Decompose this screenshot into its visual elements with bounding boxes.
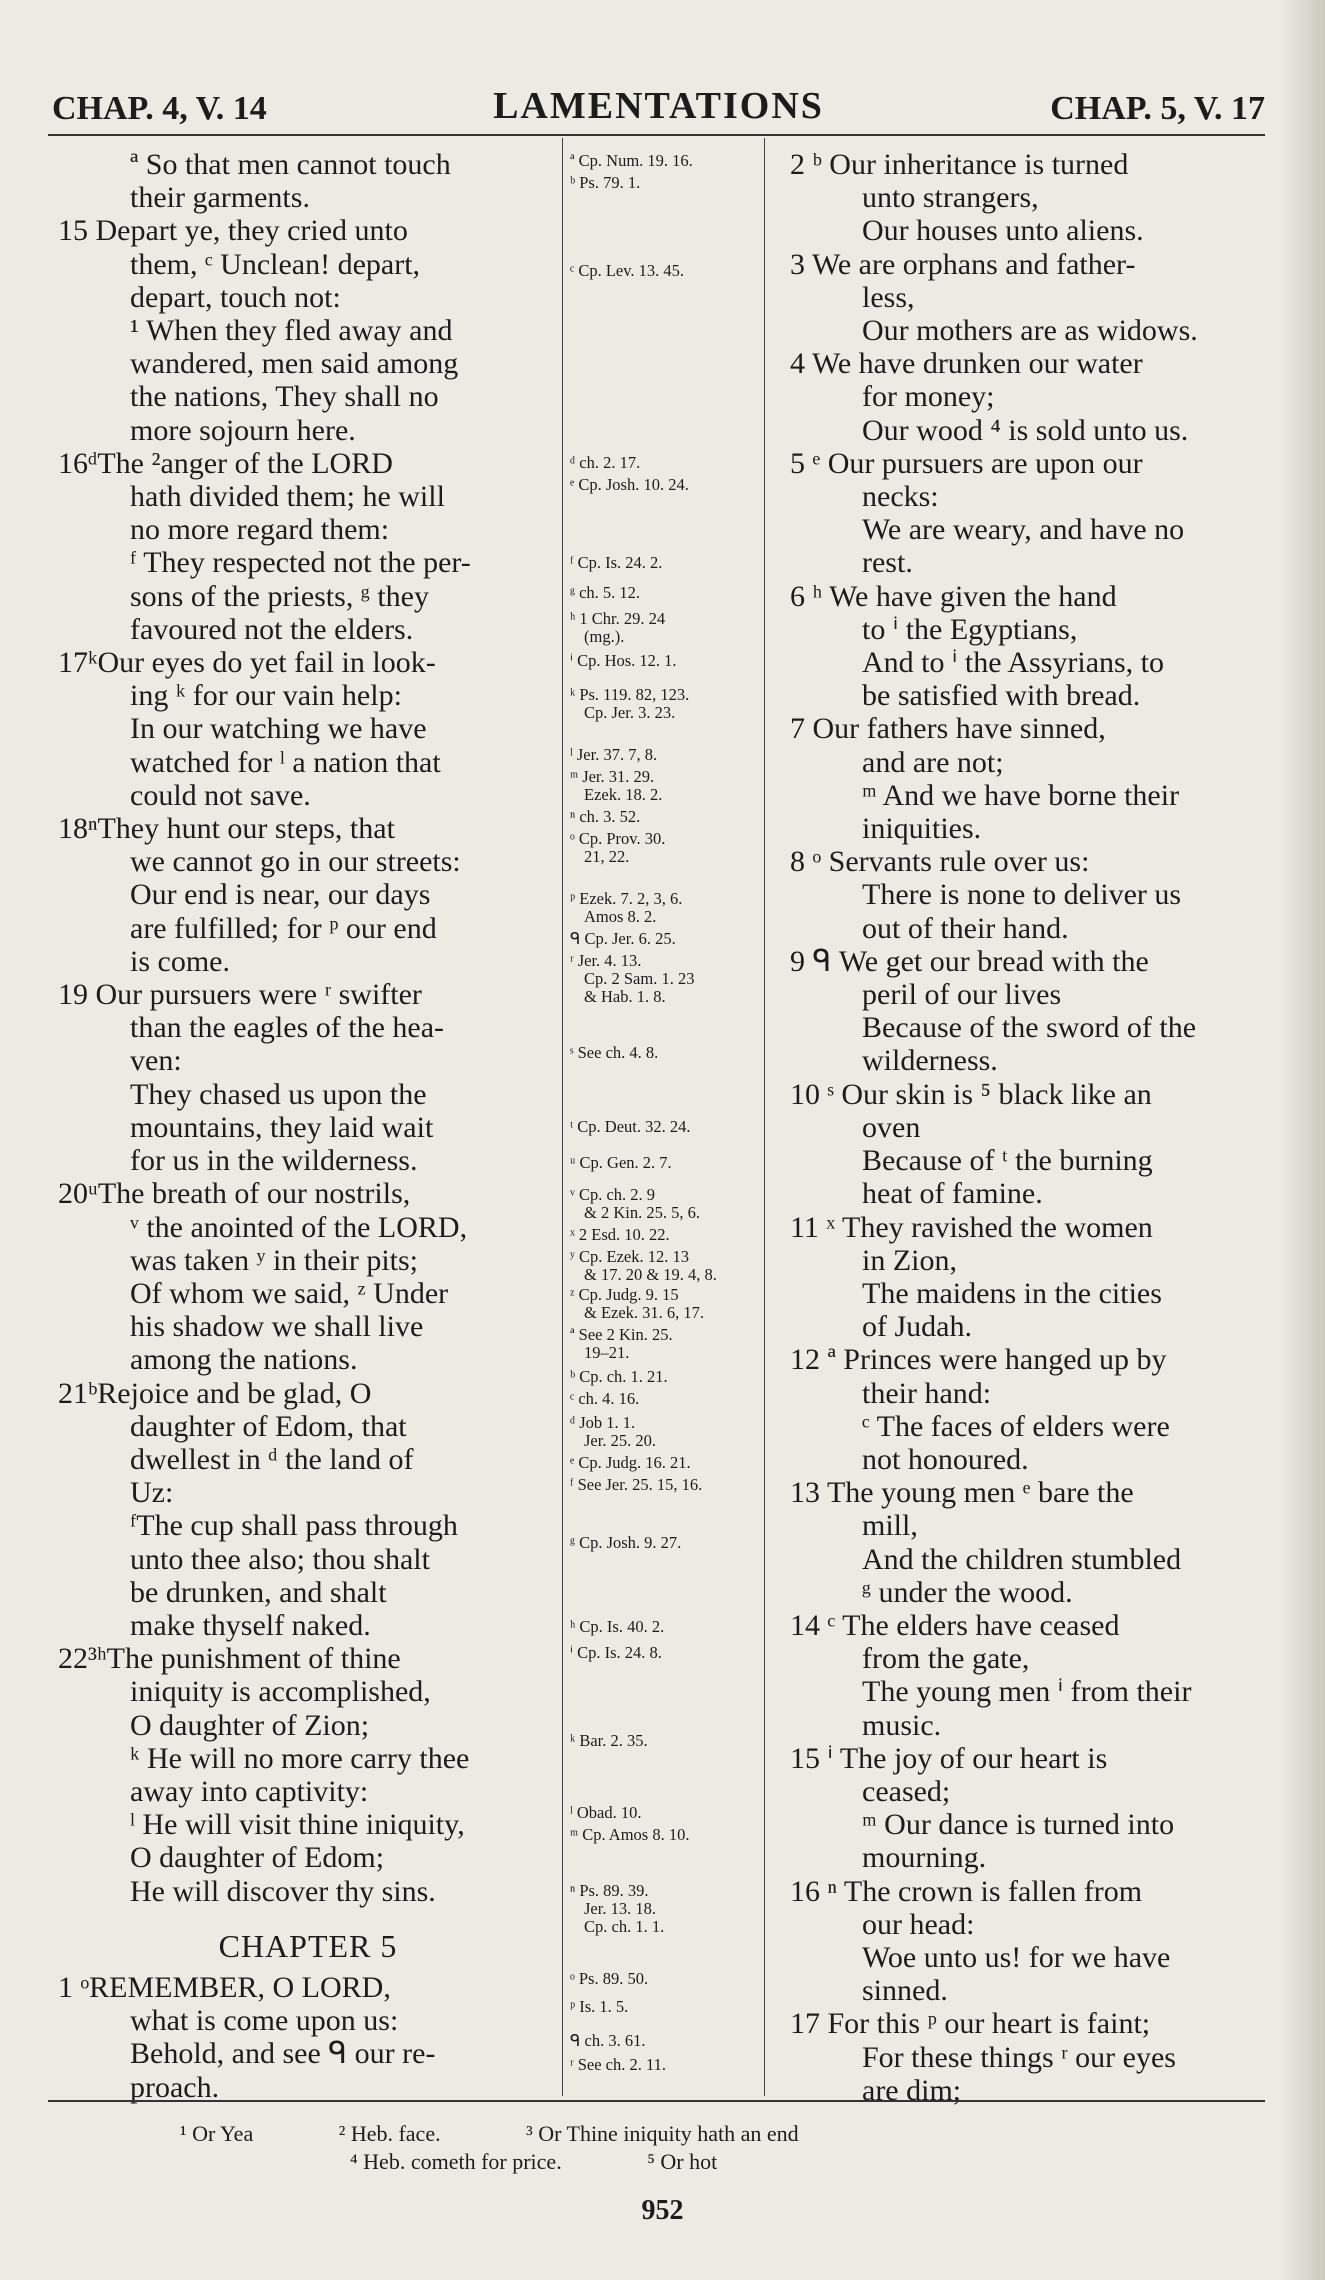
verse-line: 2 ᵇ Our inheritance is turned [790, 148, 1129, 181]
verse-line: ven: [130, 1044, 182, 1078]
cross-reference: ˢ See ch. 4. 8. [570, 1043, 659, 1062]
verse-line: ᵐ And we have borne their [862, 778, 1180, 812]
cross-reference: ᵍ ch. 5. 12. [570, 583, 641, 602]
header-rule [48, 134, 1265, 136]
verse-line: their hand: [862, 1376, 992, 1410]
verse-line: dwellest in ᵈ the land of [130, 1442, 414, 1476]
footer-rule [48, 2100, 1265, 2102]
cross-reference: ᵖ Is. 1. 5. [570, 1997, 629, 2016]
verse-line: There is none to deliver us [862, 878, 1182, 912]
cross-reference: (mg.). [584, 627, 625, 646]
verse-line: Our mothers are as widows. [862, 314, 1198, 348]
page-number: 952 [641, 2195, 684, 2226]
cross-reference: Cp. Jer. 3. 23. [584, 703, 676, 722]
verse-line: 4 We have drunken our water [790, 347, 1143, 381]
cross-reference: ⁱ Cp. Hos. 12. 1. [570, 651, 677, 670]
cross-reference: ᵐ Cp. Amos 8. 10. [570, 1825, 690, 1844]
cross-reference: Jer. 25. 20. [584, 1431, 656, 1450]
verse-line: ᵏ He will no more carry thee [130, 1741, 470, 1775]
verse-line: 22³ʰThe punishment of thine [58, 1642, 401, 1676]
verse-line: favoured not the elders. [130, 612, 414, 646]
verse-line: no more regard them: [130, 513, 390, 547]
verse-line: them, ᶜ Unclean! depart, [130, 247, 421, 281]
verse-line: out of their hand. [862, 911, 1069, 945]
cross-reference: ⁿ ch. 3. 52. [570, 807, 641, 826]
verse-line: 1 ᵒREMEMBER, O LORD, [58, 1970, 391, 2004]
cross-reference: ᵉ Cp. Judg. 16. 21. [570, 1453, 691, 1472]
cross-reference: ᵍ Cp. Josh. 9. 27. [570, 1533, 682, 1552]
cross-reference: ᶜ ch. 4. 16. [570, 1389, 640, 1408]
cross-reference: 21, 22. [584, 847, 630, 866]
cross-reference: ᵘ Cp. Gen. 2. 7. [570, 1153, 672, 1172]
verse-line: be drunken, and shalt [130, 1575, 387, 1609]
footnote-3: ³ Or Thine iniquity hath an end [526, 2121, 799, 2146]
verse-line: are fulfilled; for ᵖ our end [130, 911, 437, 945]
footnote-5: ⁵ Or hot [647, 2149, 718, 2174]
verse-line: less, [862, 280, 915, 314]
verse-line: not honoured. [862, 1442, 1029, 1476]
verse-line: 7 Our fathers have sinned, [790, 712, 1106, 746]
verse-line: Because of the sword of the [862, 1011, 1197, 1045]
cross-reference: ᵈ Job 1. 1. [570, 1413, 636, 1432]
verse-line: among the nations. [130, 1343, 358, 1377]
verse-line: ¹ When they fled away and [130, 314, 453, 348]
verse-line: Behold, and see ᑫ our re- [130, 2037, 436, 2071]
verse-line: 15 ⁱ The joy of our heart is [790, 1741, 1108, 1775]
cross-reference: & 17. 20 & 19. 4, 8. [584, 1265, 717, 1284]
cross-reference: ʸ Cp. Ezek. 12. 13 [570, 1247, 690, 1266]
verse-line: And the children stumbled [862, 1542, 1182, 1576]
verse-line: We are weary, and have no [862, 513, 1185, 547]
right-text-column [790, 148, 1268, 2107]
verse-line: could not save. [130, 778, 311, 812]
cross-reference: ⁿ Ps. 89. 39. [570, 1881, 649, 1900]
verse-line: rest. [862, 546, 913, 580]
verse-line: ª So that men cannot touch [130, 148, 451, 181]
verse-line: ᶠThe cup shall pass through [130, 1509, 458, 1543]
verse-line: 14 ᶜ The elders have ceased [790, 1608, 1120, 1642]
verse-line: They chased us upon the [130, 1077, 427, 1111]
verse-line: be satisfied with bread. [862, 679, 1141, 713]
verse-line: 17ᵏOur eyes do yet fail in look- [58, 646, 436, 680]
cross-reference: ᵉ Cp. Josh. 10. 24. [570, 475, 689, 494]
verse-line: music. [862, 1708, 942, 1742]
verse-line: for us in the wilderness. [130, 1144, 418, 1178]
footnote-line-2 [350, 2148, 797, 2176]
verse-line: 10 ˢ Our skin is ⁵ black like an [790, 1077, 1152, 1111]
cross-reference: ᶠ See Jer. 25. 15, 16. [570, 1475, 703, 1494]
verse-line: his shadow we shall live [130, 1310, 424, 1344]
verse-line: 11 ˣ They ravished the women [790, 1210, 1153, 1244]
verse-line: our head: [862, 1907, 975, 1941]
chapter-title: CHAPTER 5 [218, 1927, 398, 1964]
header-chapter-end: CHAP. 5, V. 17 [1050, 90, 1265, 127]
cross-reference: ᑫ Cp. Jer. 6. 25. [570, 929, 676, 948]
verse-line: 12 ª Princes were hanged up by [790, 1343, 1167, 1377]
cross-reference: Ezek. 18. 2. [584, 785, 663, 804]
cross-reference: ᵏ Ps. 119. 82, 123. [570, 685, 690, 704]
verse-line: 21ᵇRejoice and be glad, O [58, 1376, 372, 1410]
verse-line: 8 ᵒ Servants rule over us: [790, 845, 1090, 879]
verse-line: unto thee also; thou shalt [130, 1542, 430, 1576]
running-header [52, 72, 1265, 128]
verse-line: ˡ He will visit thine iniquity, [130, 1808, 465, 1842]
verse-line: sinned. [862, 1974, 948, 2008]
verse-line: heat of famine. [862, 1177, 1043, 1211]
verse-line: ᶠ They respected not the per- [130, 546, 471, 580]
cross-reference: ᶻ Cp. Judg. 9. 15 [570, 1285, 679, 1304]
verse-line: The young men ⁱ from their [862, 1675, 1192, 1709]
verse-line: is come. [130, 944, 230, 978]
verse-line: the nations, They shall no [130, 380, 439, 414]
verse-line: iniquity is accomplished, [130, 1675, 431, 1709]
verse-line: peril of our lives [862, 978, 1062, 1012]
verse-line: ᶜ The faces of elders were [862, 1409, 1170, 1443]
cross-reference: Jer. 13. 18. [584, 1899, 656, 1918]
verse-line: Uz: [130, 1476, 174, 1510]
verse-line: ᵍ under the wood. [862, 1575, 1073, 1609]
verse-line: iniquities. [862, 812, 982, 846]
cross-reference: ʳ See ch. 2. 11. [570, 2055, 666, 2074]
verse-line: O daughter of Zion; [130, 1708, 370, 1742]
footnote-line-1 [180, 2120, 879, 2148]
verse-line: depart, touch not: [130, 280, 341, 314]
verse-line: than the eagles of the hea- [130, 1011, 445, 1045]
cross-reference: ˡ Obad. 10. [570, 1803, 642, 1822]
page-edge-shadow [1281, 0, 1325, 2280]
cross-reference: ᶠ Cp. Is. 24. 2. [570, 553, 663, 572]
footnote-2: ² Heb. face. [338, 2121, 441, 2146]
verse-line: watched for ˡ a nation that [130, 745, 441, 779]
verse-line: O daughter of Edom; [130, 1841, 385, 1875]
verse-line: was taken ʸ in their pits; [130, 1243, 419, 1277]
verse-line: sons of the priests, ᵍ they [130, 579, 429, 613]
cross-reference: ᵛ Cp. ch. 2. 9 [570, 1185, 656, 1204]
verse-line: The maidens in the cities [862, 1276, 1162, 1310]
verse-line: make thyself naked. [130, 1608, 371, 1642]
verse-line: 3 We are orphans and father- [790, 247, 1136, 281]
verse-line: we cannot go in our streets: [130, 845, 461, 879]
cross-reference: Cp. 2 Sam. 1. 23 [584, 969, 695, 988]
cross-reference: & Ezek. 31. 6, 17. [584, 1303, 705, 1322]
verse-line: unto strangers, [862, 181, 1039, 215]
chapter-5-verses [58, 1971, 558, 2104]
verse-line: For these things ʳ our eyes [862, 2040, 1176, 2074]
cross-reference: ʰ Cp. Is. 40. 2. [570, 1617, 665, 1636]
cross-reference: ª Cp. Num. 19. 16. [570, 151, 693, 170]
cross-reference: ᵐ Jer. 31. 29. [570, 767, 655, 786]
cross-reference: ᵏ Bar. 2. 35. [570, 1731, 648, 1750]
verse-line: necks: [862, 480, 939, 514]
verse-line: ing ᵏ for our vain help: [130, 679, 402, 713]
verse-line: Our end is near, our days [130, 878, 431, 912]
verse-line: mill, [862, 1509, 918, 1543]
verse-line: 20ᵘThe breath of our nostrils, [58, 1177, 411, 1211]
verse-line: 9 ᑫ We get our bread with the [790, 944, 1149, 978]
verse-line: 15 Depart ye, they cried unto [58, 214, 408, 248]
verse-line: oven [862, 1110, 921, 1144]
verse-line: from the gate, [862, 1642, 1030, 1676]
verse-line: He will discover thy sins. [130, 1874, 436, 1908]
verse-line: Of whom we said, ᶻ Under [130, 1276, 449, 1310]
verse-line: of Judah. [862, 1310, 972, 1344]
cross-reference: ᵒ Cp. Prov. 30. [570, 829, 666, 848]
verse-line: ᵛ the anointed of the LORD, [130, 1210, 468, 1244]
cross-reference: ʳ Jer. 4. 13. [570, 951, 642, 970]
verse-line: ceased; [862, 1774, 951, 1808]
cross-reference: 19–21. [584, 1343, 630, 1362]
cross-reference: ᶜ Cp. Lev. 13. 45. [570, 261, 685, 280]
verse-line: wandered, men said among [130, 347, 459, 381]
verse-line: Our houses unto aliens. [862, 214, 1144, 248]
column-divider-right [764, 138, 765, 2096]
cross-reference: ᵗ Cp. Deut. 32. 24. [570, 1117, 691, 1136]
verse-line: 13 The young men ᵉ bare the [790, 1476, 1134, 1510]
cross-reference: & Hab. 1. 8. [584, 987, 666, 1006]
verse-line: what is come upon us: [130, 2004, 399, 2038]
verse-line: proach. [130, 2070, 220, 2104]
cross-reference: ˡ Jer. 37. 7, 8. [570, 745, 658, 764]
verse-line: Because of ᵗ the burning [862, 1144, 1153, 1178]
header-chapter-start: CHAP. 4, V. 14 [52, 90, 267, 127]
cross-reference: ʰ 1 Chr. 29. 24 [570, 609, 666, 628]
verse-line: in Zion, [862, 1243, 957, 1277]
left-text-column [58, 148, 558, 2104]
verse-line: 17 For this ᵖ our heart is faint; [790, 2007, 1151, 2041]
verse-line: wilderness. [862, 1044, 998, 1078]
verse-line: daughter of Edom, that [130, 1409, 407, 1443]
verse-line: for money; [862, 380, 995, 414]
verse-line: mountains, they laid wait [130, 1110, 434, 1144]
verse-line: Our wood ⁴ is sold unto us. [862, 413, 1189, 447]
verse-line: more sojourn here. [130, 413, 356, 447]
verse-line: ᵐ Our dance is turned into [862, 1808, 1175, 1842]
cross-reference: & 2 Kin. 25. 5, 6. [584, 1203, 700, 1222]
column-divider-left [562, 138, 563, 2096]
verse-line: hath divided them; he will [130, 480, 445, 514]
verse-line: 19 Our pursuers were ʳ swifter [58, 978, 422, 1012]
verse-line: Woe unto us! for we have [862, 1940, 1171, 1974]
cross-reference: Cp. ch. 1. 1. [584, 1917, 665, 1936]
cross-reference: Amos 8. 2. [584, 907, 657, 926]
cross-reference: ⁱ Cp. Is. 24. 8. [570, 1643, 662, 1662]
verse-line: their garments. [130, 181, 310, 215]
verse-line: mourning. [862, 1841, 987, 1875]
chapter-4-verses [58, 148, 558, 1908]
cross-reference: ᵇ Ps. 79. 1. [570, 173, 641, 192]
verse-line: 6 ʰ We have given the hand [790, 579, 1117, 613]
cross-reference: ᵈ ch. 2. 17. [570, 453, 641, 472]
verse-line: And to ⁱ the Assyrians, to [862, 646, 1165, 680]
verse-line: 18ⁿThey hunt our steps, that [58, 812, 395, 846]
cross-reference: ᵒ Ps. 89. 50. [570, 1969, 649, 1988]
header-book-title: LAMENTATIONS [493, 85, 824, 127]
cross-reference: ª See 2 Kin. 25. [570, 1325, 673, 1344]
footnote-1: ¹ Or Yea [180, 2121, 254, 2146]
verse-line: and are not; [862, 745, 1004, 779]
cross-reference: ᵇ Cp. ch. 1. 21. [570, 1367, 668, 1386]
verse-line: away into captivity: [130, 1774, 369, 1808]
verse-line: 16ᵈThe ²anger of the LORD [58, 446, 393, 480]
cross-reference: ᵖ Ezek. 7. 2, 3, 6. [570, 889, 683, 908]
cross-reference: ᑫ ch. 3. 61. [570, 2031, 646, 2050]
verse-line: 5 ᵉ Our pursuers are upon our [790, 446, 1143, 480]
cross-reference: ˣ 2 Esd. 10. 22. [570, 1225, 670, 1244]
verse-line: In our watching we have [130, 712, 427, 746]
verse-line: are dim; [862, 2073, 962, 2107]
verse-line: 16 ⁿ The crown is fallen from [790, 1874, 1143, 1908]
footnote-4: ⁴ Heb. cometh for price. [350, 2149, 562, 2174]
verse-line: to ⁱ the Egyptians, [862, 612, 1078, 646]
